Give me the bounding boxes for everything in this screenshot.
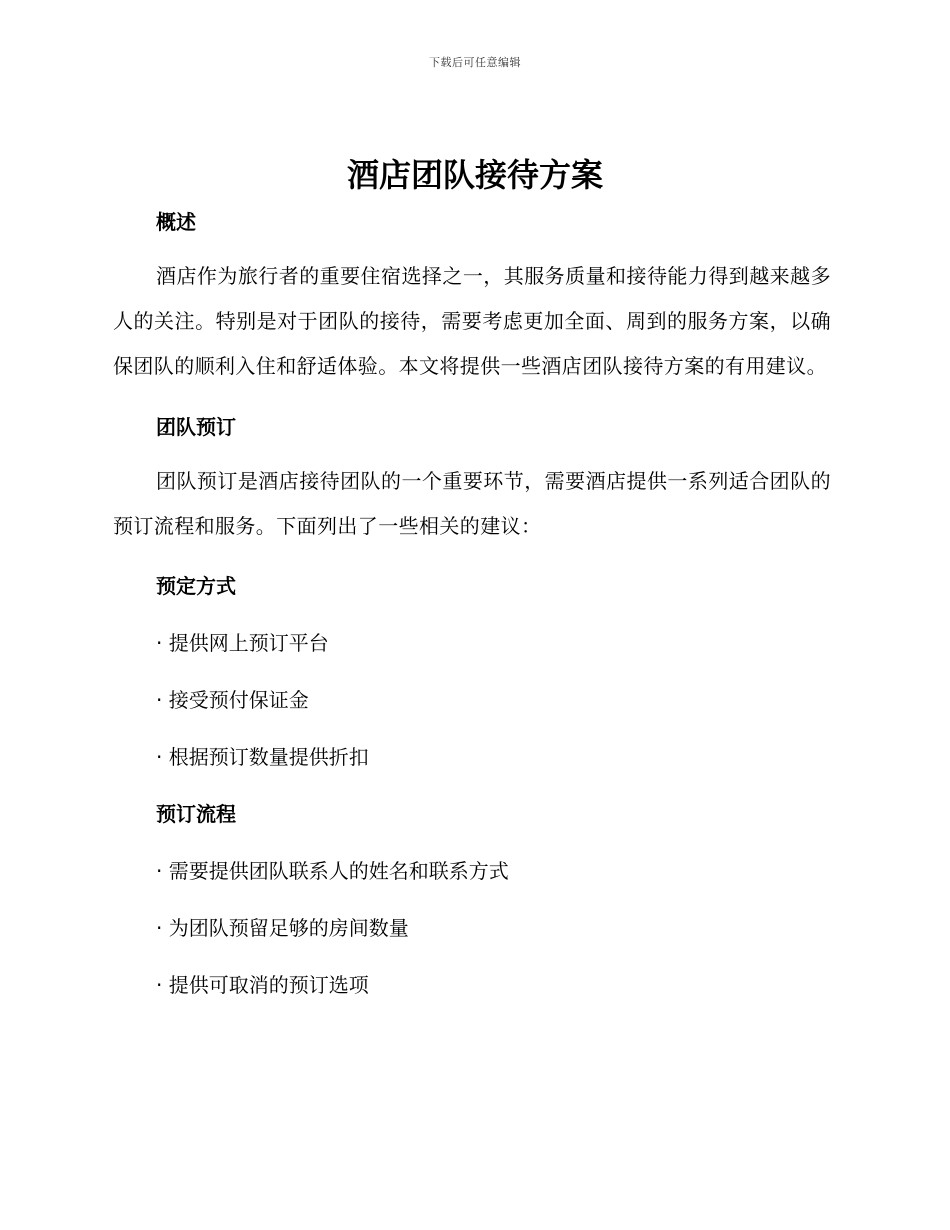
document-title: 酒店团队接待方案 (346, 156, 603, 194)
overview-paragraph: 酒店作为旅行者的重要住宿选择之一，其服务质量和接待能力得到越来越多人的关注。特别是对于团队的接待，需要考虑更加全面、周到的服务方案，以确保团队的顺利入住和舒适体验。本文将提供一些酒店团队接待方案的有用建议。 (113, 264, 831, 378)
list-item: · 根据预订数量提供折扣 (156, 745, 369, 769)
list-item: · 需要提供团队联系人的姓名和联系方式 (156, 859, 509, 883)
booking-methods-list (113, 623, 831, 777)
booking-process-list (113, 851, 831, 1005)
section-heading-booking-process: 预订流程 (156, 802, 236, 826)
section-heading-overview: 概述 (156, 210, 196, 234)
list-item: · 提供网上预订平台 (156, 631, 329, 655)
document-body (113, 202, 831, 1005)
list-item: · 提供可取消的预订选项 (156, 973, 369, 997)
section-heading-group-booking: 团队预订 (156, 415, 236, 439)
list-item: · 为团队预留足够的房间数量 (156, 916, 409, 940)
list-item: · 接受预付保证金 (156, 688, 309, 712)
group-booking-paragraph: 团队预订是酒店接待团队的一个重要环节，需要酒店提供一系列适合团队的预订流程和服务。下面列出了一些相关的建议： (113, 469, 831, 538)
header-note: 下载后可任意编辑 (429, 56, 521, 69)
section-heading-booking-methods: 预定方式 (156, 574, 236, 598)
